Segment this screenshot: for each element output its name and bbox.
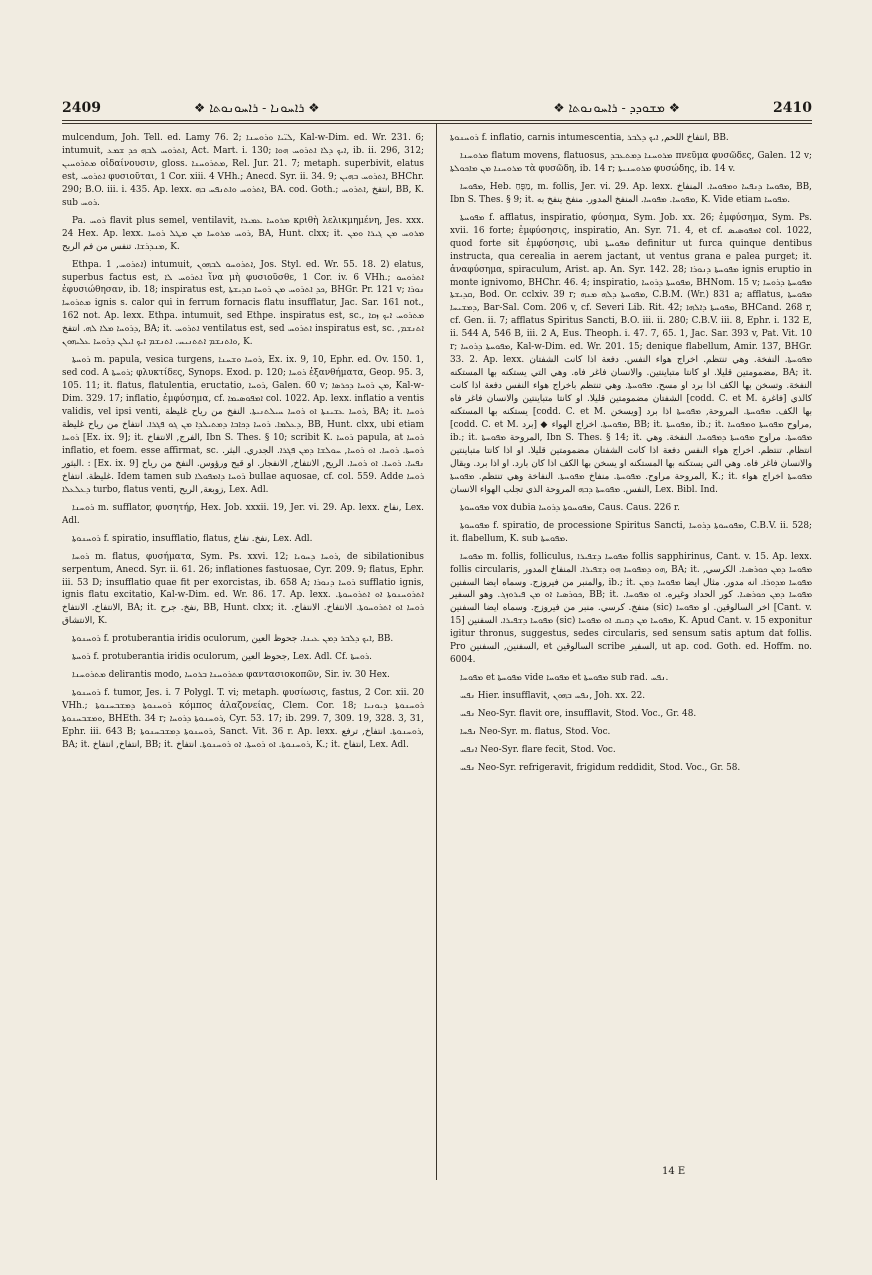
right-entry-12: ܐܢܦܚ Neo-Syr. flare fecit, Stod. Voc.: [460, 744, 616, 755]
left-entry-6: ܪܘܚܢܘܬܐ f. spiratio, insufflatio, flatus, نفخ. نفاخ, Lex. Adl.: [72, 533, 313, 544]
left-entry-9: ܪܘܚܬܐ f. protuberantia iridis oculorum, جحوظ العين, Lex. Adl. Cf. ܪܘܚܬܐ.: [72, 652, 372, 663]
left-entry-1: mulcendum, Joh. Tell. ed. Lamy 76. 2; ܠܝ̈ܝܐ ܘܪܘܚܢܐ, Kal-w-Dim. ed. Wr. 231. 6; intumuit, ܐܬܪܘܚ ܠܒܗ ܟܕ ܫܡܥ, Act. Mart. i. 130; ܐܝܟ ܕܠܐ ܐܬܪܘܚ ܗܘܐ, ib. ii. 296, 312; ܡܬܪܘܚܝܢ οἰδαίνουσιν, gloss. ܡܬܪܘܚܢܐ, Rel. Jur. 21. 7; metaph. superbivit, elatus est, ܐܬܪܘܚ φυσιοῦται, 1 Cor. xiii. 4 VHh.; Anecd. Syr. ii. 34. 9; ܐܬܪܘܚ ܒܗܝܢ, BHChr. 290; B.O. iii. i. 435. Ap. lexx. ܐܬܪܘܚ ܘܐܬܢܦܚ ܒܗ, BA. cod. Goth.; انتفخ ,ܐܬܪܘܚ, BB, K. sub ܪܘܚ.: [62, 133, 425, 208]
right-entry-5: ܡܦܘܚܘܬܐ vox dubia ܡܦܘܚܘܬܐ ܕܪܘܚܐ, Caus. Caus. 226 r.: [460, 502, 680, 513]
right-entry-7: ܡܦܘܚܐ m. follis, folliculus, ܡܦܘܚܐ ܕܫܦܝܪܐ follis sapphirinus, Cant. v. 15. Ap. lexx. follis circularis, ܗܘ ܕܡܦܘܚܐ ܗܘ ܕܫܦܝܪܐ. المنفاخ المدور, BA; it. ܡܦܘܚܐ ܕܡܢ ܟܘܪܣܝܐ. الكرسي, والمنبر من فيروزج. وسماه ايضا السفنين, ib.; it. ܡܦܘܚܐ ܡܕܘܪܐ. انه مدور. مثال ايضا ܡܦܘܚܐ ܕܡܢ ܟܘܪܣܝܐ ܐܘ ܡܢ ܦܝܪܘܙܓ. وهو السفير, BB; it. ܡܦܘܚܐ ܕܡܢ ܟܘܪܣܝܐ. كور الحداد وغيره. ܐܘ ܡܦܘܚܐ. منفخ. كرسي. منبر من فيروزج. وسماه ايضا السفنين (sic) اخر السالوقين. او ܡܦܘܚܐ [Cant. v. 15] ܡܦܘܚܐ ܕܫܦܝܪܐ. السفنين (sic) ܡܦܘܚܐ ܡܢ ܕܩܝܩ ܐܘ ܡܦܘܚܐ, K. Apud Cant. v. 15 exponitur igitur thronus, suggestus, sedes circularis, sed sensum satis aptum dat follis. Pro السفنين, السفنين, et السالوقين scribe السفير, ut ap. cod. Goth. ed. Hoffm. no. 6004.: [450, 551, 813, 666]
right-running-title: ❖ ܡܫܘܕܕ - ܪܐܚܘܢܘܬܐ ❖: [553, 100, 680, 115]
right-entry-4: ܡܦܘܚܬܐ f. afflatus, inspiratio, φύσημα, Sym. Job. xx. 26; ἐμφύσημα, Sym. Ps. xvii. 16 forte; ἐμφύσησις, inspiratio, An. Syr. 71. 4, et cf. ܐܡܦܘܣܝܣ col. 1022, quod forte sit ἐμφύσησις, ubi ܡܦܘܚܬܐ definitur ut furca quinque dentibus instructa, qua cerealia in aerem jactant, ut ventus grana e palea purget; it. ἀναφύσημα, spiraculum, Arist. ap. An. Syr. 142. 28; ܡܦܘܚܬܐ ܕܢܘܪܐ ignis eruptio in monte ignivomo, BHChr. 46. 4; inspiratio, ܡܦܘܚܬܐ ܕܪܘܚܐ, BHNom. 15 v; ܡܦܘܚܬܐ ܕܪܘܚܐ ܩܕܝܫܬܐ, Bod. Or. cclxiv. 39 r; ܡܦܘܚܬܐ ܕܠܗ ܡܢܗ, C.B.M. (Wr.) 831 a; afflatus, ܡܦܘܚܬܐ ܕܡܫܝܚܐ, Bar-Sal. Com. 206 v, cf. Severi Lib. Rit. 42; ܡܦܘܚܬܐ ܕܐܠܗܐ, BHCand. 268 r, cf. Gen. ii. 7; afflatus Spiritus Sancti, B.O. iii. ii. 280; C.B.V. iii. 8, Ephr. i. 132 E, ii. 544 A, 546 B, iii. 2 A, Eus. Theoph. i. 47. 7, 65. 1, Jac. Sar. 393 v, Pat. Vit. 10 r; ܡܦܘܚܬܐ ܕܪܘܚܐ, Kal-w-Dim. ed. Wr. 201. 15; denique flabellum, Amir. 137, BHGr. 33. 2. Ap. lexx. ܡܦܘܚܬܐ. النفخة. وهي تنتظم. اخراج هواء النفس. دفعة اذا كانت الشفتان مضمومتين قليلا. او كانتا متباينتين. والانسان فاغر فاه. وهي التي يستكنه بها المستكنه, BA; it. النفخة. وتسخن بها الكف اذا برد او مسح. ܡܦܘܚܬܐ. وهي تنتظم باخراج هواء النفس دفعة اذا كانت الشفتان مضمومتين قليلا. او كانتا متباينتين والانسان فاغر فاه [codd. C. et M. فاغرة] كالذي يستكنه بها المستكنه [codd. C. et M. ويسخن] بها الكف. ܡܦܘܚܬܐ. المروحة, ܡܦܘܚܬܐ اذا برد [codd. C. et M. برد] ◆ ܡܦܘܚܬܐ. اخراج الهواء, BB; it. ܡܦܘܚܬܐ, ib.; it. مراوح ܡܦܘܚܬܐ ܘܡܦܘܚܐ, ib.; it. المروحة ܡܦܘܚܬܐ, Ibn S. Thes. § 14; it. ܡܦܘܚܬܐ. مراوح ܡܦܘܚܬܐ ܕܡܦܘܚܐ. النفخة. وهي انتظام. تنتظم. اخراج هواء النفس دفعة اذا كانت الشفتان مضمومتين قليلا. او اذا كانتا متباينتين والانسان فاغر فاه. وهي التي يستكنه بها المستكنه او يسخن بها الكف اذا كان بارد. او اذا برد. ويقال المروحة مراوح. ܡܦܘܚܬܐ. منفاخ ܡܦܘܚܬܐ. النفاخة وهي تنتظم. ܡܦܘܚܬܐ, K.; it. ܡܦܘܚܬܐ اخراج هواء النفس. ܡܦܘܚܬܐ ܕܒܗ المروحة الذي تجلب الهواء الانسان, Lex. Bibl. Ind.: [450, 212, 813, 495]
right-entry-10: ܢܦܚ Neo-Syr. flavit ore, insufflavit, Stod. Voc., Gr. 48.: [460, 709, 697, 720]
right-entry-2: ܡܪܘܚܢܐ flatum movens, flatuosus, ܡܪܘܚܢܐ ܕܡܬܥܒܕ πνεῦμα φυσῶδες, Galen. 12 v; ܡܪܘܚܢܐ ܡܢ ܡܐܟܘܠܬܐ τὰ φυσῶδη, ib. 14 r; ܡܪܘܚܢܝܬܐ φυσώδης, ib. 14 v.: [450, 150, 813, 174]
left-entry-5: ܪܘܚܢܐ m. sufflator, φυσητήρ, Hex. Job. xxxii. 19, Jer. vi. 29. Ap. lexx. نفاخ, Lex. Adl.: [62, 502, 424, 526]
right-entry-9: ܢܦܚ Hier. insufflavit, ܢܦܚ ܒܗܘܢ, Joh. xx. 22.: [460, 691, 646, 702]
left-entry-4: ܪܘܚܬܐ m. papula, vesica turgens, ܪܘܚܐ ܘܫܚܢܐ, Ex. ix. 9, 10, Ephr. ed. Ov. 150. 1, sed cod. A ܪܘܚܬܐ; φλυκτίδες, Synops. Exod. p. 120; ܪܘܚܐ ἐξανθήματα, Geop. 95. 3, 105. 11; it. flatus, flatulentia, eructatio, ܪܘܚܐ, Galen. 60 v; ܡܢ ܪܘܚܐ ܕܟܪܣܐ, Kal-w-Dim. 329. 17; inflatio, ἐμφύσημα, cf. ܐܡܦܘܣܝܡܐ col. 1022. Ap. lexx. inflatio a ventis validis, vel ipsi venti, ܪܘܚܐ ܥܫܝܢܬܐ ܐܘ ܪܘܚܐ ܚܝܠܬܢܝܬܐ. النفخ من رياح غليظة, BA; it. ܪܘܚܐ ܕܥܠܡܐ. ܪܘܚܐ ܕܟܐܒܐ ܕܡܬܝܠܕܐ ܡܢ ܓܘ ܦܓܪܐ. انتفاخ من رياح غليظة, BB, Hunt. clxx, ubi etiam ܪܘܚܐ [Ex. ix. 9]; it. الفرج, الانتفاخ, Ibn S. Thes. § 10; scribit K. ܪܘܚܐ papula, at ܪܘܚܐ inflatio, et foem. esse affirmat, sc. ܪܘܚܬܐ. ܪܘܚܐ. ܐܘ ܪܘܚܐ, ܚܘܠܫܐ ܕܡܢ ܦܓܪܐ. الجدري. البثر. البثور. : [Ex. ix. 9] ܢܦܚܐ. ܪܘܚܐ. ܐܘ ܪܘܚܐ. الريح, الانتفاخ, الانفجار. او قيح ورؤوس. النفخ من رياح غليظة. انتفاخ. Idem tamen sub ܪܘܚܐ ܕܐܡܦܘܠܐ bullae aquosae, cf. col. 559. Adde ܪܘܚܐ ܕܥܠܥܠܐ turbo, flatus venti, زوبعة, الريح, Lex. Adl.: [62, 355, 425, 495]
left-running-title: ❖ ܪܐܚܘܢܐ - ܪܐܚܘܢܘܬܐ ❖: [194, 100, 320, 115]
right-entry-1: ܪܘܚܢܘܬܐ f. inflatio, carnis intumescentia, انتفاخ اللحم, ܐܝܟ ܕܠܒܪ, BB.: [450, 133, 729, 143]
right-entry-13: ܢܦܚ Neo-Syr. refrigeravit, frigidum reddidit, Stod. Voc., Gr. 58.: [460, 762, 741, 773]
right-column: [450, 132, 812, 780]
sheet-mark: 14 E: [662, 1166, 686, 1177]
header-rule-top: [62, 120, 812, 121]
left-column: [62, 132, 424, 757]
left-entry-8: ܪܘܚܢܘܬܐ f. protuberantia iridis oculorum, ܐܝܟ ܕܠܒܪ ܕܡܢ ܥܝܢܐ. جحوظ العين, BB.: [72, 634, 394, 645]
right-page-number: 2410: [773, 100, 812, 116]
left-entry-7: ܪܘܚܐ m. flatus, φυσήματα, Sym. Ps. xxvi. 12; ܪܘܚܐ ܕܚܘܝܐ, de sibilationibus serpentum, Anecd. Syr. ii. 61. 26; inflationes fastuosae, Cyr. 209. 9; flatus, Ephr. iii. 53 D; insufflatio quae fit per exorcistas, ib. 658 A; ܪܘܚܐ ܕܢܘܪܐ sufflatio ignis, ignis flatu excitatio, Kal-w-Dim. ed. Wr. 86. 17. Ap. lexx. ܐܬܪܘܚܢܘܬܐ ܐܘ ܐܬܪܘܚܘܬܐ. الانتفاخ. الانتفاخ, BA; it. نفخ. جرح, BB, Hunt. clxx; it. ܪܘܚܐ ܐܘ ܐܬܪܘܚܘܬܐ. الانتفاخ. الانتفاخ. الانتشاق, K.: [62, 551, 425, 627]
left-entry-10: ܡܬܪܘܚܢܐ delirantis modo, ܡܬܪܘܚܢܐ ܒܪܘܚܐ φαντασιοκοπῶν, Sir. iv. 30 Hex.: [72, 670, 390, 681]
right-entry-8: ܡܦܘܚܐ et ܡܦܘܚܬܐ vide ܡܦܘܚܐ et ܡܦܘܚܬܐ sub rad. ܢܦܚ.: [460, 673, 669, 684]
right-entry-6: ܡܦܘܚܘܬܐ f. spiratio, de processione Spiritus Sancti, ܡܦܘܚܘܬܐ ܕܪܘܚܐ, C.B.V. ii. 528; it. flabellum, K. sub ܡܦܘܚܬܐ.: [450, 520, 812, 544]
right-entry-3: ܡܦܘܚܐ, Heb. מַפֻּחַ, m. follis, Jer. vi. 29. Ap. lexx. ܡܦܘܚܐ ܕܢܦܚܐ ܘܡܦܘܚܐ. المنفاخ, BB, Ibn S. Thes. § 9; it. ܡܦܘܚܐ. ܡܦܘܚܐ. المنفخ المدور. منفخ ينفخ به, K. Vide etiam ܡܦܘܚܐ.: [450, 181, 813, 205]
left-entry-2: Pa. ܪܘܚ flavit plus semel, ventilavit, ܡܪܘܚܐ ܥܡܝܪܐ κριθὴ λελικμημένη, Jes. xxx. 24 Hex. Ap. lexx. ܪܘܚ ܡܪܘܚܐ ܡܢ ܡܛܠ ܪܘܚܐ, BA, Hunt. clxx; it. ܡܪܘܚ ܡܢ ܓܝܪܐ ܘܡܢ ܡܢܕܪܫܐ. تنفس من فم الريح, K.: [62, 215, 425, 252]
left-page-number: 2409: [62, 100, 101, 116]
right-entry-11: ܢܦܚܐ Neo-Syr. m. flatus, Stod. Voc.: [460, 727, 611, 738]
left-entry-11: ܪܘܚܢܘܬܐ f. tumor, Jes. i. 7 Polygl. T. vi; metaph. φυσίωσις, fastus, 2 Cor. xii. 20 VHh.; ܪܘܚܢܘܬܐ ܕܡܫܒܚܢܘܬܐ κόμπος ἀλαζονείας, Clem. Cor. 18; ܪܘܚܢܘܬܐ ܕܝܘܢܝܐ ܘܡܫܒܚܢܘܬܐ, BHEth. 34 r; ܪܘܚܢܘܬܐ ܕܪܘܚܐ, Cyr. 53. 17; ib. 299. 7, 309. 19, 328. 3, 31, Ephr. iii. 643 B; ܪܘܚܢܘܬܐ ܕܡܫܒܚܢܘܬܐ, Sanct. Vit. 36 r. Ap. lexx. ܪܘܚܢܘܬܐ. انتفاخ, ترفع, BA; it. انتفاخ, انتفاخ, BB; it. ܪܘܚܢܘܬܐ. ܐܘ ܪܘܚܬܐ. ܐܘ ܪܘܚܢܘܬܐ. انتفاخ, K.; it. انتفاخ, Lex. Adl.: [62, 688, 424, 750]
header-rule-bottom: [62, 123, 812, 124]
page-header: [62, 100, 812, 122]
left-entry-3: Ethpa. ܐܬܪܘܚ, 1) intumuit, ܐܬܪܘܚܘ ܠܒܗܘܢ, Jos. Styl. ed. Wr. 55. 18. 2) elatus, superbus factus est, ܐܬܪܘܚ ܠܐ ἵνα μὴ φυσιοῦσθε, 1 Cor. iv. 6 VHh.; ܐܬܪܘܚܘ ἐφυσιώθησαν, ib. 18; inspiratus est, ܟܕ ܐܬܪܘܚ ܡܢ ܪܘܚܐ ܩܕܝܫܬܐ, BHGr. Pr. 121 v; ܢܘܪܐ ܡܬܪܘܚܐ ignis s. calor qui in ferrum fornacis flatu insufflatur, Jac. Sar. 161 not., 162 not. Ap. lexx. Ethpa. intumuit, sed Ethpe. inspiratus est, sc., ܡܬܪܘܚ ܐܝܟ ܙܩܐ ܕܪܘܚܐ ܡܠܐ ܠܗ. انتفخ, BA; it. ܐܬܪܘܚ ventilatus est, sed ܐܬܪܘܚ inspiratus est, sc. ܐܬܢܫܡ, ܘܐܬܢܫܡ ܐܬܬܢܝܚ. ܐܬܢܫܡ ܐܝܟ ܐܝܠܢ ܕܪܘܚܐ ܥܠܝܗܘܢ, K.: [62, 259, 425, 348]
column-divider: [436, 124, 437, 1180]
